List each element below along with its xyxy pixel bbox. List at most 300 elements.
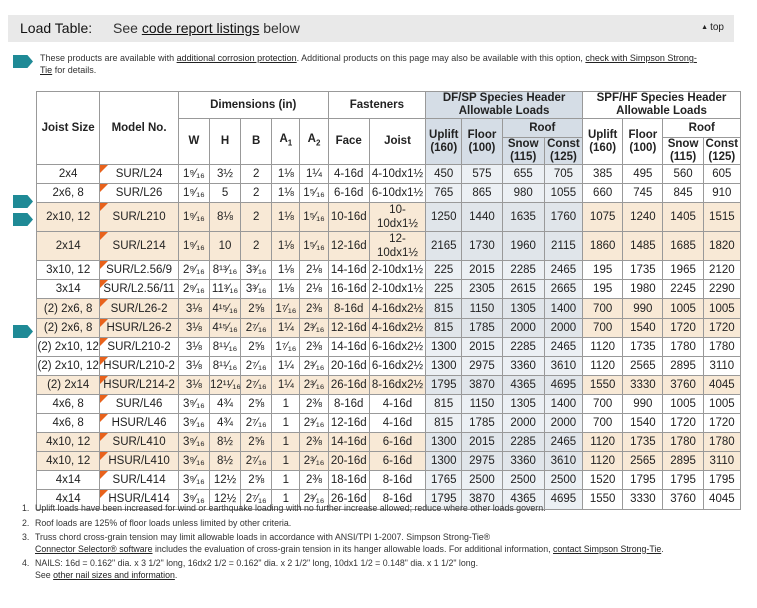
model-corner-flag-icon: [100, 261, 108, 269]
cell-spf-uplift: 195: [583, 261, 623, 280]
table-row: [37, 184, 741, 203]
table-row: [37, 471, 741, 490]
cell-spf-uplift: 700: [583, 318, 623, 337]
footnote-2: 2. Roof loads are 125% of floor loads unless limited by other criteria.: [22, 517, 292, 528]
cell-h: 4¹⁵⁄₁₆: [209, 318, 240, 337]
cell-face: 26-16d: [328, 490, 369, 509]
model-corner-flag-icon: [100, 414, 108, 422]
cell-joist: 4x14: [37, 471, 100, 490]
cell-b: 2: [241, 184, 272, 203]
cell-a1: 1⅛: [272, 203, 300, 232]
col-a1: $A_1$: [272, 119, 300, 165]
cell-spf-uplift: 1120: [583, 433, 623, 452]
cell-df-uplift: 815: [426, 318, 462, 337]
cell-spf-snow: 1005: [663, 394, 703, 413]
cell-df-snow: 2285: [502, 261, 544, 280]
cell-jf: 6-16d: [369, 452, 425, 471]
cell-spf-const: 4045: [703, 375, 740, 394]
footnote-1: 1. Uplift loads have been increased for wind or earthquake loading with no further increase allowed; reduce where other loads govern.: [22, 503, 546, 513]
cell-b: 2⁷⁄₁₆: [241, 452, 272, 471]
cell-face: 14-16d: [328, 433, 369, 452]
cell-model[interactable]: [100, 394, 178, 413]
cell-df-const: 2000: [544, 414, 582, 433]
load-table-body: [37, 165, 741, 509]
cell-b: 2⁷⁄₁₆: [241, 318, 272, 337]
cell-spf-snow: 3760: [663, 375, 703, 394]
cell-df-snow: 1960: [502, 232, 544, 261]
cell-b: 2⁷⁄₁₆: [241, 375, 272, 394]
cell-face: 10-16d: [328, 203, 369, 232]
col-model-no: Model No.: [100, 92, 178, 165]
cell-jf: 8-16d: [369, 490, 425, 509]
other-nail-sizes-link[interactable]: other nail sizes and information: [53, 569, 175, 580]
load-table: [36, 91, 741, 510]
cell-df-floor: 3870: [462, 375, 502, 394]
check-simpson-link[interactable]: check with Simpson Strong-Tie: [40, 53, 697, 75]
cell-spf-floor: 3330: [623, 490, 663, 509]
cell-face: 12-16d: [328, 232, 369, 261]
cell-df-uplift: 225: [426, 280, 462, 299]
cell-face: 14-16d: [328, 261, 369, 280]
cell-w: 3⁹⁄₁₆: [178, 471, 209, 490]
cell-face: 8-16d: [328, 394, 369, 413]
cell-df-uplift: 1300: [426, 337, 462, 356]
cell-df-uplift: 1300: [426, 356, 462, 375]
cell-jf: 4-16d: [369, 394, 425, 413]
cell-spf-uplift: 1520: [583, 471, 623, 490]
cell-spf-floor: 990: [623, 299, 663, 318]
cell-a1: 1⅛: [272, 184, 300, 203]
cell-spf-snow: 560: [663, 165, 703, 184]
table-row: [37, 356, 741, 375]
cell-b: 2⁷⁄₁₆: [241, 356, 272, 375]
model-corner-flag-icon: [100, 280, 108, 288]
cell-b: 3³⁄₁₆: [241, 280, 272, 299]
cell-spf-uplift: 1550: [583, 375, 623, 394]
cell-spf-snow: 1720: [663, 414, 703, 433]
cell-df-snow: 980: [502, 184, 544, 203]
cell-spf-snow: 2895: [663, 452, 703, 471]
model-number: SUR/L46: [115, 397, 163, 410]
cell-a2: 2³⁄₁₆: [300, 318, 328, 337]
cell-spf-snow: 2245: [663, 280, 703, 299]
cell-a1: 1¼: [272, 375, 300, 394]
model-number: HSUR/L210-2: [103, 359, 175, 372]
cell-a2: 2³⁄₁₆: [300, 490, 328, 509]
table-row: [37, 318, 741, 337]
cell-w: 3⅛: [178, 337, 209, 356]
cell-h: 11³⁄₁₆: [209, 280, 240, 299]
model-number: SUR/L2.56/9: [106, 264, 172, 277]
cell-df-snow: 2500: [502, 471, 544, 490]
cell-spf-snow: 1685: [663, 232, 703, 261]
model-corner-flag-icon: [100, 165, 108, 173]
cell-model[interactable]: [100, 184, 178, 203]
cell-b: 2⅝: [241, 337, 272, 356]
cell-df-const: 2000: [544, 318, 582, 337]
cell-joist: 2x10, 12: [37, 203, 100, 232]
cell-jf: 12-10dx1½: [369, 232, 425, 261]
cell-h: 3½: [209, 165, 240, 184]
connector-selector-link[interactable]: Connector Selector® software: [35, 543, 153, 554]
cell-spf-const: 910: [703, 184, 740, 203]
cell-a1: 1: [272, 471, 300, 490]
corrosion-flag-icon: [13, 55, 33, 68]
col-spf-const: Const (125): [703, 138, 740, 165]
model-corner-flag-icon: [100, 232, 108, 240]
cell-df-const: 2465: [544, 337, 582, 356]
cell-df-floor: 1785: [462, 318, 502, 337]
cell-a2: 2⅜: [300, 433, 328, 452]
col-joist-fastener: Joist: [369, 119, 425, 165]
table-row: [37, 452, 741, 471]
model-corner-flag-icon: [100, 203, 108, 211]
model-number: SUR/L414: [112, 474, 166, 487]
cell-df-floor: 2015: [462, 261, 502, 280]
cell-joist: 4x14: [37, 490, 100, 509]
cell-spf-const: 1780: [703, 433, 740, 452]
footnote-4: 4. NAILS: 16d = 0.162" dia. x 3 1/2" long, 16dx2 1/2 = 0.162" dia. x 2 1/2" long, 10dx1 1/2 = 0.148" dia. x 1 1/2" long. See other nail sizes and information.: [22, 558, 479, 580]
cell-face: 14-16d: [328, 337, 369, 356]
col-face: Face: [328, 119, 369, 165]
cell-spf-const: 3110: [703, 452, 740, 471]
cell-joist: 3x10, 12: [37, 261, 100, 280]
model-number: HSUR/L46: [111, 417, 167, 430]
cell-model[interactable]: [100, 414, 178, 433]
cell-a1: 1: [272, 394, 300, 413]
cell-spf-snow: 1965: [663, 261, 703, 280]
cell-a2: 2⅜: [300, 337, 328, 356]
cell-spf-uplift: 1120: [583, 452, 623, 471]
cell-a1: 1: [272, 414, 300, 433]
footnotes: [22, 503, 734, 581]
cell-model[interactable]: [100, 232, 178, 261]
cell-joist: 2x4: [37, 165, 100, 184]
cell-spf-floor: 1735: [623, 433, 663, 452]
cell-spf-uplift: 1860: [583, 232, 623, 261]
model-corner-flag-icon: [100, 357, 108, 365]
cell-spf-snow: 1795: [663, 471, 703, 490]
cell-df-snow: 4365: [502, 375, 544, 394]
cell-w: 3⅛: [178, 375, 209, 394]
cell-w: 1⁹⁄₁₆: [178, 184, 209, 203]
cell-spf-snow: 3760: [663, 490, 703, 509]
cell-spf-snow: 1720: [663, 318, 703, 337]
cell-b: 2⁷⁄₁₆: [241, 490, 272, 509]
col-df-floor: Floor (100): [462, 119, 502, 165]
cell-spf-const: 2120: [703, 261, 740, 280]
cell-model[interactable]: [100, 452, 178, 471]
cell-joist: 4x10, 12: [37, 452, 100, 471]
cell-h: 12¹¹⁄₁₆: [209, 375, 240, 394]
cell-spf-floor: 1240: [623, 203, 663, 232]
cell-df-const: 3610: [544, 356, 582, 375]
cell-df-uplift: 815: [426, 299, 462, 318]
cell-spf-floor: 1795: [623, 471, 663, 490]
cell-df-snow: 3360: [502, 452, 544, 471]
model-corner-flag-icon: [100, 184, 108, 192]
cell-spf-const: 1005: [703, 394, 740, 413]
cell-jf: 6-16dx2½: [369, 337, 425, 356]
cell-face: 20-16d: [328, 356, 369, 375]
cell-b: 2: [241, 165, 272, 184]
cell-b: 2: [241, 203, 272, 232]
cell-a1: 1⅛: [272, 280, 300, 299]
cell-h: 5: [209, 184, 240, 203]
cell-jf: 6-16d: [369, 433, 425, 452]
cell-model[interactable]: [100, 299, 178, 318]
cell-spf-snow: 845: [663, 184, 703, 203]
col-fasteners: Fasteners: [328, 92, 426, 119]
cell-spf-floor: 1540: [623, 318, 663, 337]
cell-face: 6-16d: [328, 184, 369, 203]
cell-a2: 2⅛: [300, 261, 328, 280]
cell-a2: 2³⁄₁₆: [300, 452, 328, 471]
cell-model[interactable]: [100, 375, 178, 394]
cell-df-snow: 2615: [502, 280, 544, 299]
cell-spf-const: 1005: [703, 299, 740, 318]
cell-df-const: 1055: [544, 184, 582, 203]
cell-a1: 1: [272, 433, 300, 452]
col-spf-floor: Floor (100): [623, 119, 663, 165]
cell-spf-floor: 2565: [623, 356, 663, 375]
col-w: W: [178, 119, 209, 165]
model-corner-flag-icon: [100, 299, 108, 307]
cell-h: 8¹³⁄₁₆: [209, 261, 240, 280]
col-df-const: Const (125): [544, 138, 582, 165]
cell-face: 4-16d: [328, 165, 369, 184]
cell-model[interactable]: [100, 261, 178, 280]
cell-df-const: 2665: [544, 280, 582, 299]
contact-simpson-link[interactable]: contact Simpson Strong-Tie: [553, 543, 662, 554]
model-corner-flag-icon: [100, 490, 108, 498]
cell-spf-uplift: 1550: [583, 490, 623, 509]
cell-joist: 3x14: [37, 280, 100, 299]
cell-a2: 1⁵⁄₁₆: [300, 184, 328, 203]
cell-jf: 6-16dx2½: [369, 356, 425, 375]
cell-df-snow: 3360: [502, 356, 544, 375]
cell-model[interactable]: [100, 433, 178, 452]
cell-a2: 2³⁄₁₆: [300, 414, 328, 433]
cell-a1: 1: [272, 490, 300, 509]
cell-w: 2⁹⁄₁₆: [178, 261, 209, 280]
cell-df-floor: 1440: [462, 203, 502, 232]
cell-model[interactable]: [100, 318, 178, 337]
cell-df-snow: 1635: [502, 203, 544, 232]
cell-spf-const: 2290: [703, 280, 740, 299]
cell-df-const: 4695: [544, 490, 582, 509]
model-number: SUR/L410: [112, 436, 166, 449]
cell-df-floor: 1785: [462, 414, 502, 433]
cell-df-uplift: 765: [426, 184, 462, 203]
cell-h: 8½: [209, 452, 240, 471]
code-report-listings-link[interactable]: code report listings: [141, 20, 260, 36]
cell-a1: 1⅛: [272, 165, 300, 184]
cell-a2: 2³⁄₁₆: [300, 356, 328, 375]
cell-face: 16-16d: [328, 280, 369, 299]
table-row: [37, 433, 741, 452]
cell-h: 12½: [209, 471, 240, 490]
cell-face: 8-16d: [328, 299, 369, 318]
cell-spf-uplift: 700: [583, 414, 623, 433]
cell-df-floor: 3870: [462, 490, 502, 509]
cell-model[interactable]: [100, 337, 178, 356]
cell-joist: (2) 2x6, 8: [37, 318, 100, 337]
cell-df-floor: 865: [462, 184, 502, 203]
model-corner-flag-icon: [100, 319, 108, 327]
cell-df-floor: 2975: [462, 356, 502, 375]
corrosion-protection-link[interactable]: additional corrosion protection: [176, 53, 297, 63]
cell-spf-floor: 1540: [623, 414, 663, 433]
cell-a1: 1⅛: [272, 261, 300, 280]
cell-model[interactable]: [100, 471, 178, 490]
cell-joist: (2) 2x10, 12: [37, 337, 100, 356]
table-row: [37, 337, 741, 356]
cell-df-floor: 2015: [462, 337, 502, 356]
cell-df-const: 3610: [544, 452, 582, 471]
cell-spf-uplift: 1120: [583, 356, 623, 375]
cell-joist: 4x10, 12: [37, 433, 100, 452]
cell-model[interactable]: [100, 165, 178, 184]
cell-df-snow: 2000: [502, 318, 544, 337]
cell-h: 12½: [209, 490, 240, 509]
cell-a1: 1⁷⁄₁₆: [272, 299, 300, 318]
cell-a2: 2³⁄₁₆: [300, 375, 328, 394]
up-triangle-icon: ▲: [701, 24, 709, 31]
model-number: SUR/L214: [112, 240, 166, 253]
cell-w: 3⅛: [178, 318, 209, 337]
cell-face: 12-16d: [328, 414, 369, 433]
back-to-top-link[interactable]: ▲ top: [701, 22, 724, 33]
cell-spf-floor: 1735: [623, 261, 663, 280]
cell-b: 2: [241, 232, 272, 261]
cell-df-const: 2465: [544, 261, 582, 280]
cell-a1: 1⅛: [272, 232, 300, 261]
cell-df-snow: 1305: [502, 299, 544, 318]
cell-df-const: 2500: [544, 471, 582, 490]
cell-df-snow: 4365: [502, 490, 544, 509]
cell-face: 26-16d: [328, 375, 369, 394]
cell-df-const: 2465: [544, 433, 582, 452]
footnote-3: 3. Truss chord cross-grain tension may limit allowable loads in accordance with ANSI/TPI 1-2007. Simpson Strong-Tie® Connector Selector® software includes the evaluation of cross-grain tension in its hanger allowable loads. For additional information, contact Simpson Strong-Tie.: [22, 532, 664, 554]
cell-joist: (2) 2x6, 8: [37, 299, 100, 318]
model-number: SUR/L24: [115, 168, 163, 181]
table-row: [37, 232, 741, 261]
cell-df-uplift: 815: [426, 394, 462, 413]
cell-df-floor: 575: [462, 165, 502, 184]
cell-spf-floor: 1980: [623, 280, 663, 299]
cell-df-floor: 2305: [462, 280, 502, 299]
cell-spf-snow: 1780: [663, 337, 703, 356]
table-row: [37, 280, 741, 299]
col-df-uplift: Uplift (160): [426, 119, 462, 165]
table-row: [37, 165, 741, 184]
cell-jf: 2-10dx1½: [369, 261, 425, 280]
cell-model[interactable]: [100, 280, 178, 299]
cell-w: 3⅛: [178, 356, 209, 375]
cell-spf-floor: 2565: [623, 452, 663, 471]
cell-spf-const: 1780: [703, 337, 740, 356]
cell-a2: 1⁵⁄₁₆: [300, 203, 328, 232]
model-corner-flag-icon: [100, 471, 108, 479]
cell-spf-snow: 1005: [663, 299, 703, 318]
cell-a2: 2⅜: [300, 299, 328, 318]
cell-spf-uplift: 1120: [583, 337, 623, 356]
cell-w: 3⁹⁄₁₆: [178, 433, 209, 452]
col-df-snow: Snow (115): [502, 138, 544, 165]
cell-b: 2⅝: [241, 394, 272, 413]
table-row: [37, 203, 741, 232]
cell-df-floor: 1150: [462, 394, 502, 413]
cell-df-const: 2115: [544, 232, 582, 261]
col-spf-snow: Snow (115): [663, 138, 703, 165]
cell-spf-const: 1720: [703, 414, 740, 433]
cell-b: 3³⁄₁₆: [241, 261, 272, 280]
cell-df-const: 4695: [544, 375, 582, 394]
cell-df-uplift: 815: [426, 414, 462, 433]
cell-jf: 2-10dx1½: [369, 280, 425, 299]
cell-a2: 2⅛: [300, 280, 328, 299]
table-row: [37, 299, 741, 318]
section-title: Load Table:: [20, 20, 93, 36]
cell-w: 2⁹⁄₁₆: [178, 280, 209, 299]
cell-df-snow: 2000: [502, 414, 544, 433]
cell-spf-const: 1720: [703, 318, 740, 337]
col-df-roof: Roof: [502, 119, 582, 138]
cell-a1: 1⁷⁄₁₆: [272, 337, 300, 356]
cell-df-uplift: 1300: [426, 452, 462, 471]
col-a2: $A_2$: [300, 119, 328, 165]
cell-a1: 1¼: [272, 356, 300, 375]
cell-joist: 4x6, 8: [37, 394, 100, 413]
cell-spf-floor: 3330: [623, 375, 663, 394]
cell-spf-uplift: 700: [583, 299, 623, 318]
model-number: SUR/L210-2: [107, 340, 171, 353]
see-code-reports: See code report listings below: [113, 20, 300, 36]
cell-df-snow: 2285: [502, 433, 544, 452]
cell-spf-snow: 2895: [663, 356, 703, 375]
cell-df-snow: 655: [502, 165, 544, 184]
cell-spf-uplift: 195: [583, 280, 623, 299]
cell-spf-uplift: 700: [583, 394, 623, 413]
cell-df-floor: 2500: [462, 471, 502, 490]
table-row: [37, 375, 741, 394]
cell-h: 4¾: [209, 394, 240, 413]
model-corner-flag-icon: [100, 452, 108, 460]
load-table-header-bar: [8, 15, 734, 42]
cell-df-uplift: 450: [426, 165, 462, 184]
cell-spf-const: 605: [703, 165, 740, 184]
cell-df-const: 1760: [544, 203, 582, 232]
cell-spf-const: 3110: [703, 356, 740, 375]
cell-model[interactable]: [100, 203, 178, 232]
cell-w: 3⁹⁄₁₆: [178, 414, 209, 433]
cell-spf-floor: 1735: [623, 337, 663, 356]
cell-a1: 1: [272, 452, 300, 471]
cell-a2: 2⅜: [300, 471, 328, 490]
col-spf-uplift: Uplift (160): [583, 119, 623, 165]
cell-w: 3⁹⁄₁₆: [178, 490, 209, 509]
corrosion-notice: These products are available with additional corrosion protection. Additional products on this page may also be available with this option, check with Simpson Strong-Tie for details.: [40, 53, 697, 75]
cell-h: 8¹¹⁄₁₆: [209, 337, 240, 356]
cell-model[interactable]: [100, 356, 178, 375]
cell-df-uplift: 1795: [426, 490, 462, 509]
cell-df-uplift: 1765: [426, 471, 462, 490]
corrosion-flag-icon: [13, 325, 33, 338]
cell-jf: 8-16dx2½: [369, 375, 425, 394]
model-corner-flag-icon: [100, 338, 108, 346]
cell-a1: 1¼: [272, 318, 300, 337]
